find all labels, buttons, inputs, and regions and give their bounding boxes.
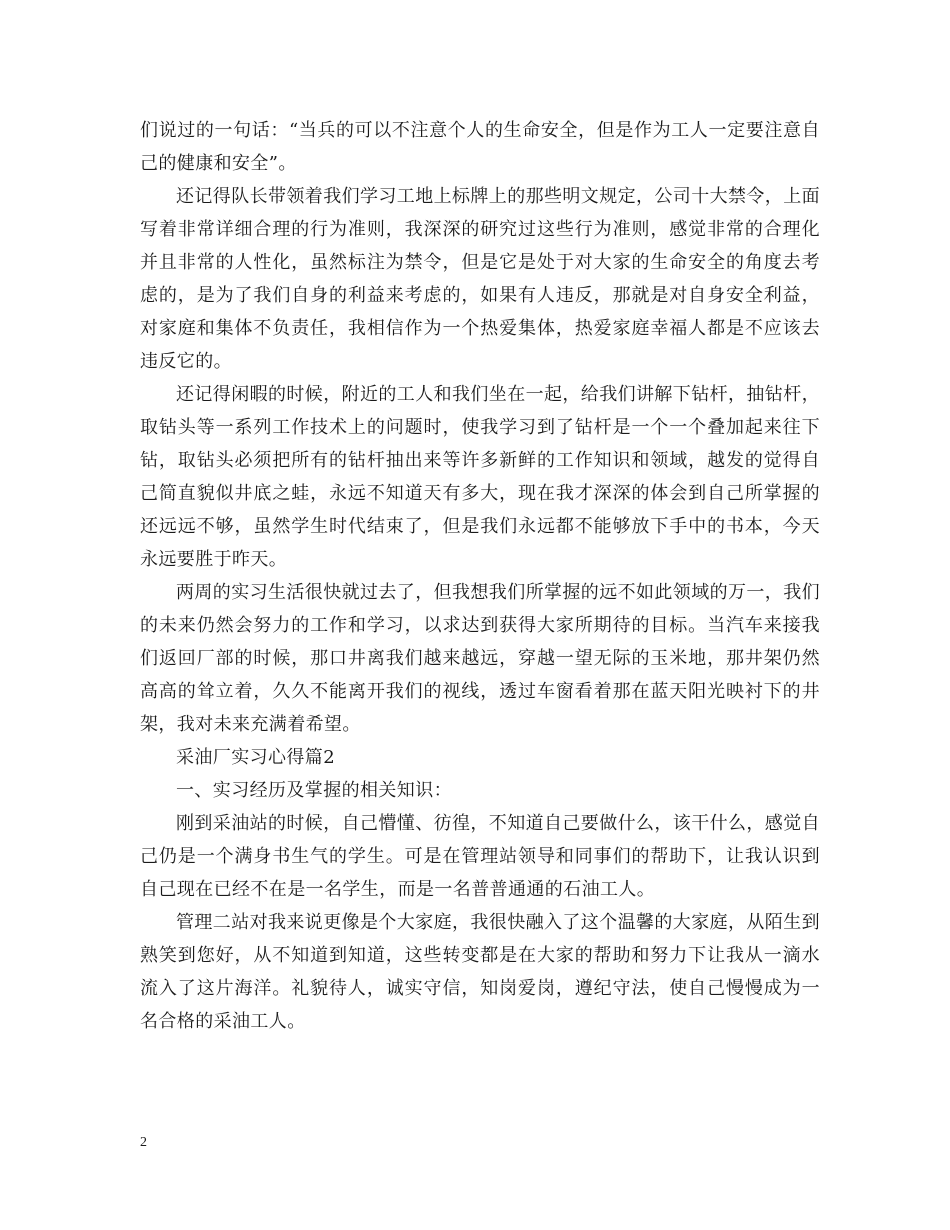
subsection-heading: 一、实习经历及掌握的相关知识：	[176, 780, 452, 801]
paragraph-6: 管理二站对我来说更像是个大家庭，我很快融入了这个温馨的大家庭，从陌生到熟笑到您好，从不知道到知道，这些转变都是在大家的帮助和努力下让我从一滴水流入了这片海洋。礼貌待人，诚实守信，知岗爱岗，遵纪守法，使自己慢慢成为一名合格的采油工人。	[140, 912, 820, 1032]
paragraph-5: 刚到采油站的时候，自己懵懂、彷徨，不知道自己要做什么，该干什么，感觉自己仍是一个满身书生气的学生。可是在管理站领导和同事们的帮助下，让我认识到自己现在已经不在是一名学生，而是一名普普通通的石油工人。	[140, 813, 820, 900]
document-body	[140, 114, 820, 1038]
paragraph-3: 还记得闲暇的时候，附近的工人和我们坐在一起，给我们讲解下钻杆，抽钻杆，取钻头等一系列工作技术上的问题时，使我学习到了钻杆是一个一个叠加起来往下钻，取钻头必须把所有的钻杆抽出来等许多新鲜的工作知识和领域，越发的觉得自己简直貌似井底之蛙，永远不知道天有多大，现在我才深深的体会到自己所掌握的还远远不够，虽然学生时代结束了，但是我们永远都不能够放下手中的书本，今天永远要胜于昨天。	[140, 384, 820, 570]
page-number: 2	[140, 1135, 147, 1150]
paragraph-2: 还记得队长带领着我们学习工地上标牌上的那些明文规定，公司十大禁令，上面写着非常详细合理的行为准则，我深深的研究过这些行为准则，感觉非常的合理化并且非常的人性化，虽然标注为禁令，但是它是处于对大家的生命安全的角度去考虑的，是为了我们自身的利益来考虑的，如果有人违反，那就是对自身安全利益，对家庭和集体不负责任，我相信作为一个热爱集体，热爱家庭幸福人都是不应该去违反它的。	[140, 186, 820, 372]
paragraph-4: 两周的实习生活很快就过去了，但我想我们所掌握的远不如此领域的万一，我们的未来仍然会努力的工作和学习，以求达到获得大家所期待的目标。当汽车来接我们返回厂部的时候，那口井离我们越来越远，穿越一望无际的玉米地，那井架仍然高高的耸立着，久久不能离开我们的视线，透过车窗看着那在蓝天阳光映衬下的井架，我对未来充满着希望。	[140, 582, 820, 735]
section-heading: 采油厂实习心得篇2	[176, 747, 336, 768]
paragraph-1: 们说过的一句话：“当兵的可以不注意个人的生命安全，但是作为工人一定要注意自己的健康和安全”。	[140, 120, 820, 174]
